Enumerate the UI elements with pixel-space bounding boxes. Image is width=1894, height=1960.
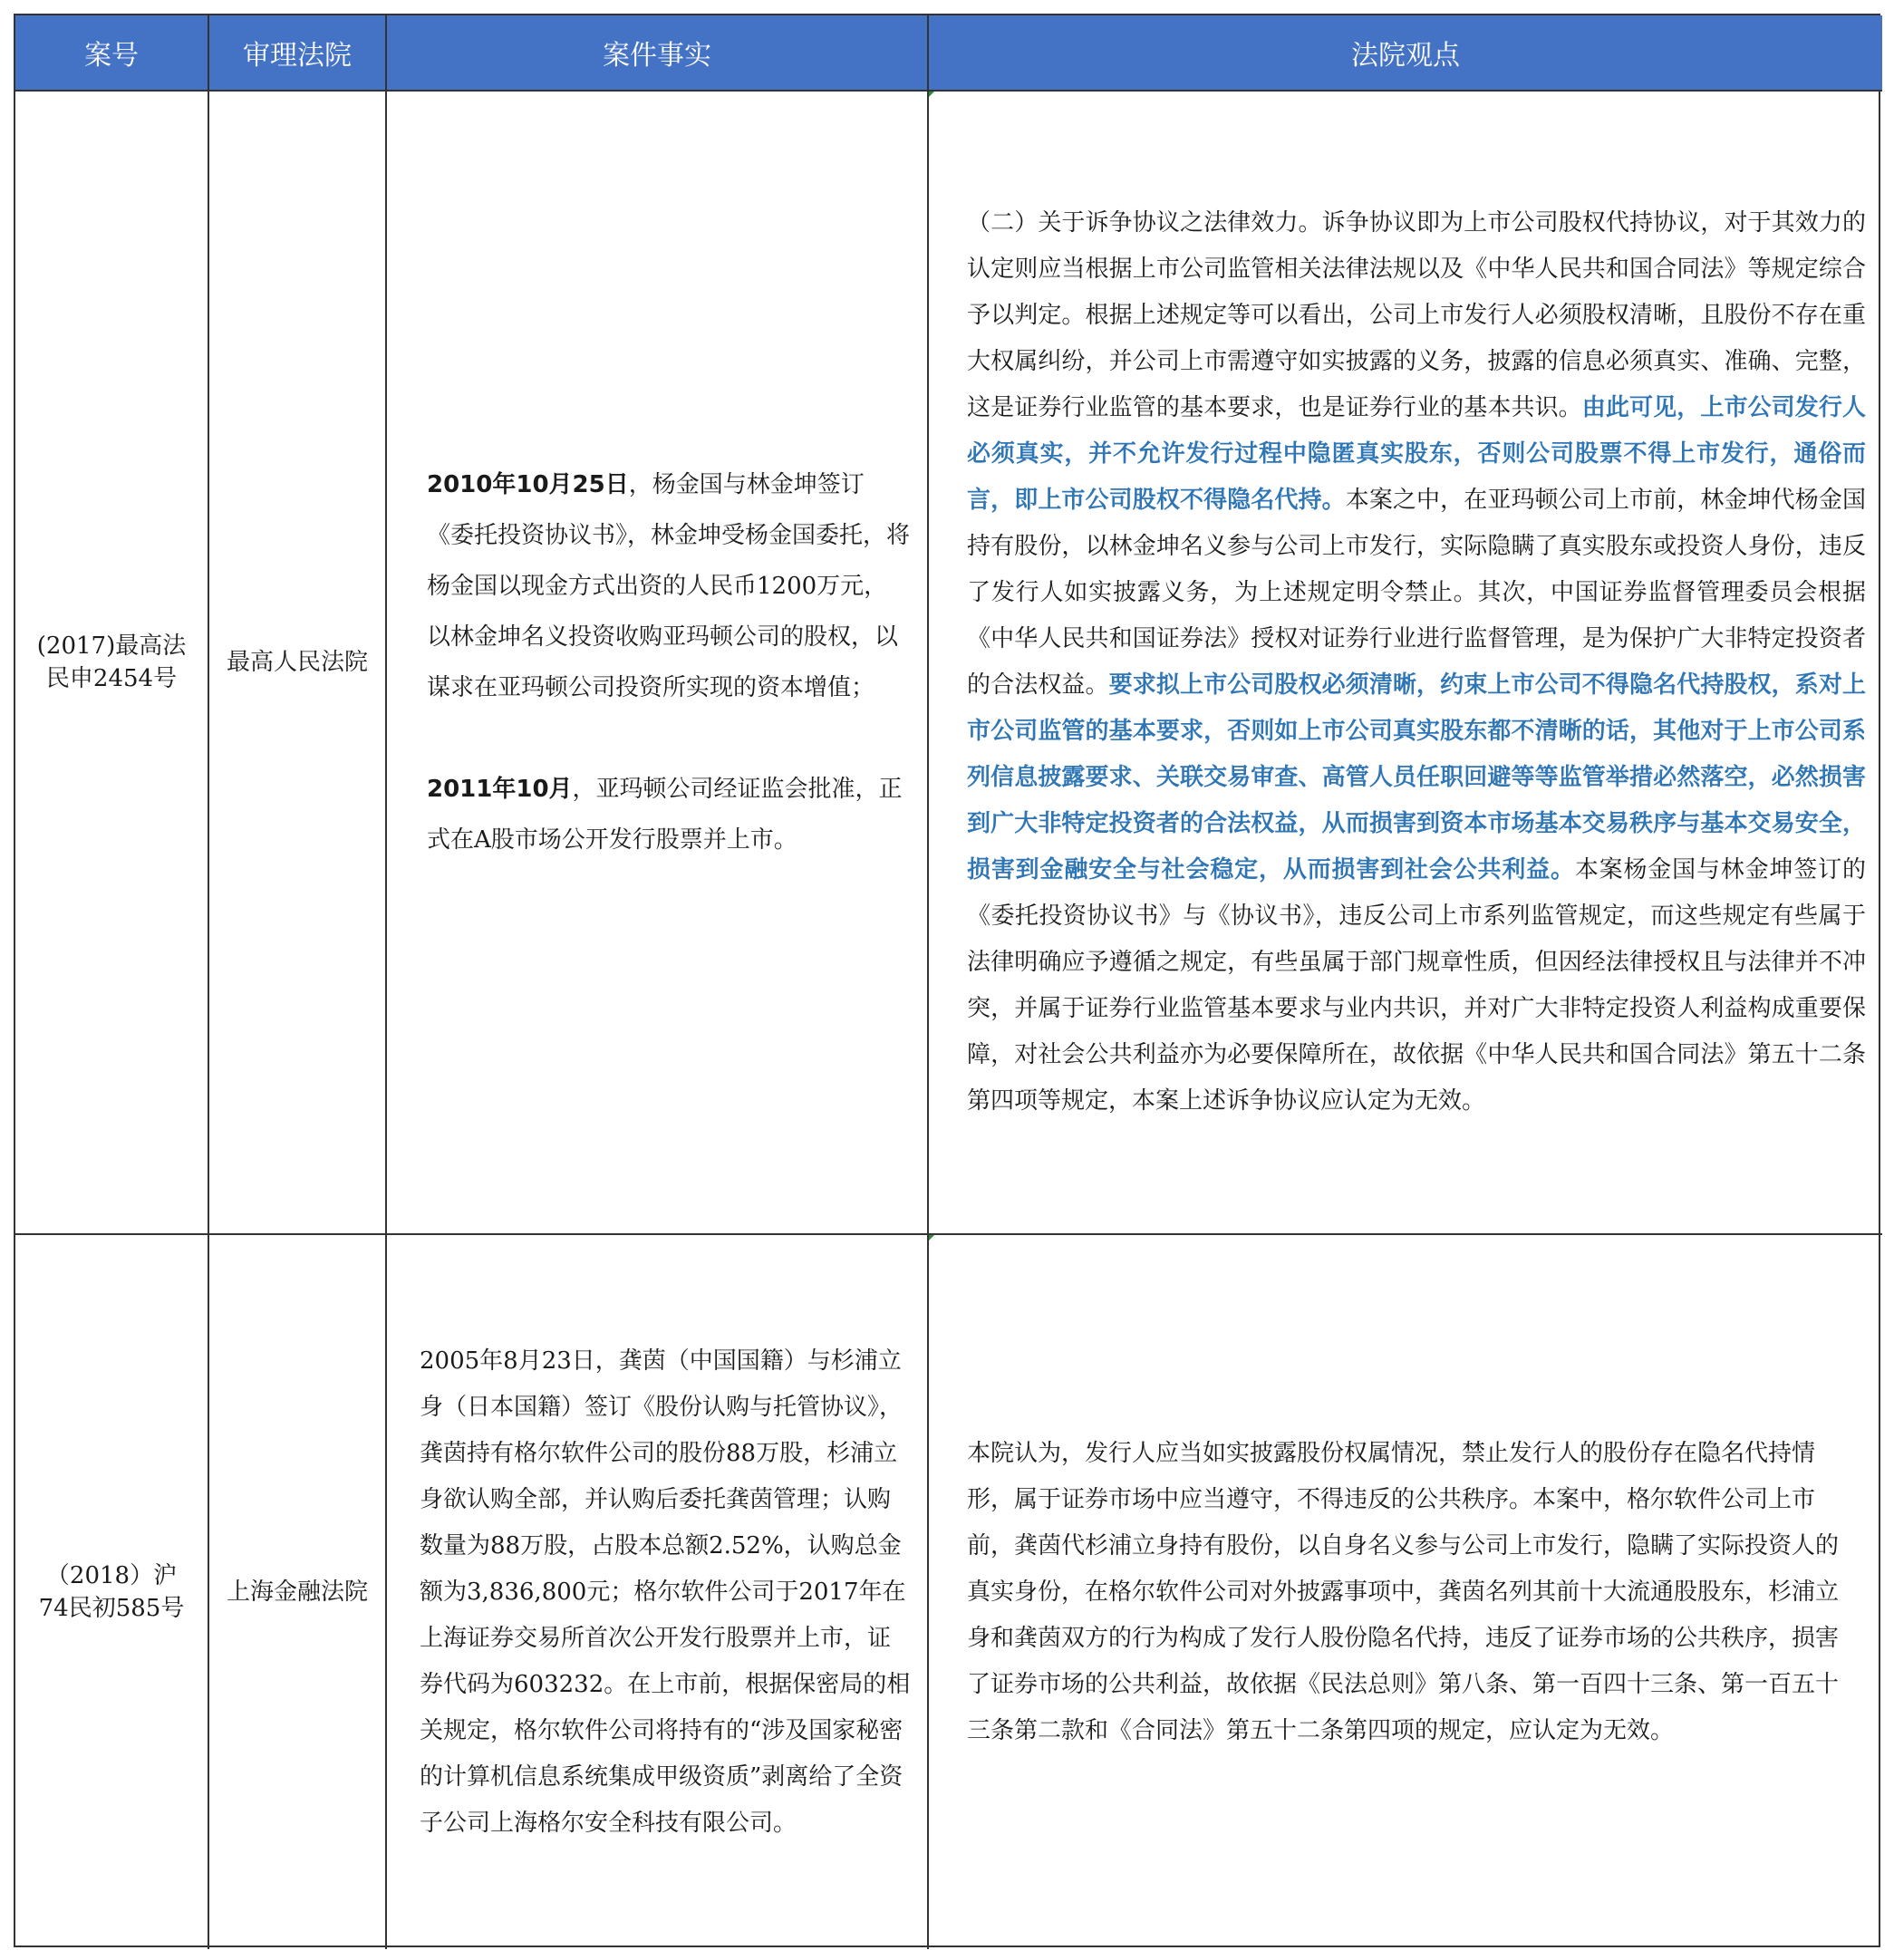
fact-text: ，亚玛顿公司经证监会批准，正式在A股市场公开发行股票并上市。 bbox=[427, 776, 903, 854]
row1-case-no bbox=[15, 92, 209, 1235]
fact-paragraph bbox=[427, 764, 911, 865]
cell-comment-marker bbox=[929, 1235, 934, 1241]
opinion-text: 本院认为，发行人应当如实披露股份权属情况，禁止发行人的股份存在隐名代持情形，属于证券市场中应当遵守，不得违反的公共秩序。本案中，格尔软件公司上市前，龚茵代杉浦立身持有股份，以自身名义参与公司上市发行，隐瞒了实际投资人的真实身份，在格尔软件公司对外披露事项中，龚茵名列其前十大流通股股东，杉浦立身和龚茵双方的行为构成了发行人股份隐名代持，违反了证券市场的公共秩序，损害了证券市场的公共利益，故依据《民法总则》第八条、第一百四十三条、第一百五十三条第二款和《合同法》第五十二条第四项的规定，应认定为无效。 bbox=[967, 1439, 1840, 1744]
header-facts: 案件事实 bbox=[387, 15, 929, 92]
opinion-text: （二）关于诉争协议之法律效力。诉争协议即为上市公司股权代持协议，对于其效力的认定则应当根据上市公司监管相关法律法规以及《中华人民共和国合同法》等规定综合予以判定。根据上述规定等可以看出，公司上市发行人必须股权清晰，且股份不存在重大权属纠纷，并公司上市需遵守如实披露的义务，披露的信息必须真实、准确、完整，这是证券行业监管的基本要求，也是证券行业的基本共识。 bbox=[967, 209, 1866, 421]
fact-text: 2005年8月23日，龚茵（中国国籍）与杉浦立身（日本国籍）签订《股份认购与托管协议》，龚茵持有格尔软件公司的股份88万股，杉浦立身欲认购全部，并认购后委托龚茵管理；认购数量为88万股，占股本总额2.52%，认购总金额为3,836,800元；格尔软件公司于2017年在上海证券交易所首次公开发行股票并上市，证券代码为603232。在上市前，根据保密局的相关规定，格尔软件公司将持有的“涉及国家秘密的计算机信息系统集成甲级资质”剥离给了全资子公司上海格尔安全科技有限公司。 bbox=[420, 1347, 911, 1837]
row2-facts bbox=[387, 1235, 929, 1949]
fact-text: ，杨金国与林金坤签订《委托投资协议书》，林金坤受杨金国委托，将杨金国以现金方式出资的人民币1200万元，以林金坤名义投资收购亚玛顿公司的股权，以谋求在亚玛顿公司投资所实现的资本增值； bbox=[427, 471, 911, 701]
cell-comment-marker bbox=[929, 92, 934, 97]
row1-facts bbox=[387, 92, 929, 1235]
court-name: 最高人民法院 bbox=[226, 649, 368, 676]
case-number: (2017)最高法民申2454号 bbox=[36, 632, 187, 692]
row2-opinion bbox=[929, 1235, 1882, 1949]
fact-date: 2011年10月 bbox=[427, 776, 573, 803]
row1-opinion bbox=[929, 92, 1882, 1235]
opinion-highlight: 要求拟上市公司股权必须清晰，约束上市公司不得隐名代持股权，系对上市公司监管的基本要求，否则如上市公司真实股东都不清晰的话，其他对于上市公司系列信息披露要求、关联交易审查、高管人员任职回避等等监管举措必然落空，必然损害到广大非特定投资者的合法权益，从而损害到资本市场基本交易秩序与基本交易安全，损害到金融安全与社会稳定，从而损害到社会公共利益。 bbox=[967, 671, 1866, 883]
case-table bbox=[14, 14, 1880, 1947]
opinion-highlight: 由此可见，上市公司发行人必须真实，并不允许发行过程中隐匿真实股东，否则公司股票不得上市发行，通俗而言，即上市公司股权不得隐名代持。 bbox=[967, 394, 1866, 514]
fact-date: 2010年10月25日 bbox=[427, 471, 629, 498]
opinion-paragraph bbox=[967, 200, 1866, 1125]
header-case-no: 案号 bbox=[15, 15, 209, 92]
opinion-text: 本案杨金国与林金坤签订的《委托投资协议书》与《协议书》，违反公司上市系列监管规定，而这些规定有些属于法律明确应予遵循之规定，有些虽属于部门规章性质，但因经法律授权且与法律并不冲突，并属于证券行业监管基本要求与业内共识，并对广大非特定投资人利益构成重要保障，对社会公共利益亦为必要保障所在，故依据《中华人民共和国合同法》第五十二条第四项等规定，本案上述诉争协议应认定为无效。 bbox=[967, 856, 1866, 1115]
row2-court bbox=[209, 1235, 387, 1949]
case-number: （2018）沪74民初585号 bbox=[38, 1562, 185, 1622]
court-name: 上海金融法院 bbox=[226, 1579, 368, 1606]
row1-court bbox=[209, 92, 387, 1235]
header-opinion: 法院观点 bbox=[929, 15, 1882, 92]
opinion-text: 本案之中，在亚玛顿公司上市前，林金坤代杨金国持有股份，以林金坤名义参与公司上市发行，实际隐瞒了真实股东或投资人身份，违反了发行人如实披露义务，为上述规定明令禁止。其次，中国证券监督管理委员会根据《中华人民共和国证券法》授权对证券行业进行监督管理，是为保护广大非特定投资者的合法权益。 bbox=[967, 487, 1866, 699]
header-court: 审理法院 bbox=[209, 15, 387, 92]
row2-case-no bbox=[15, 1235, 209, 1949]
fact-paragraph bbox=[427, 459, 911, 713]
